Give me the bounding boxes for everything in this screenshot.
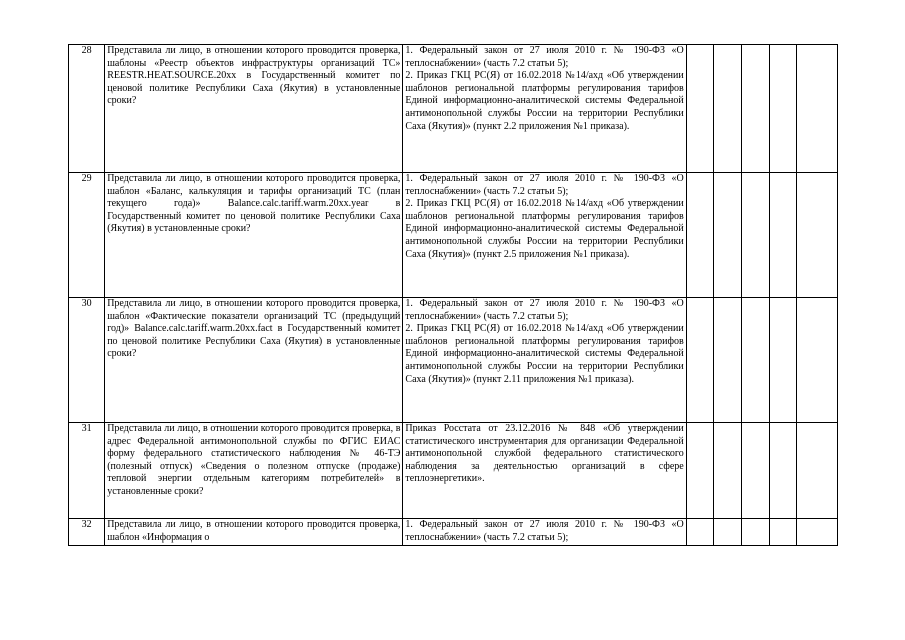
answer-extra-cell xyxy=(769,423,797,519)
legal-reference-cell xyxy=(403,519,686,546)
answer-yes-cell xyxy=(686,45,714,173)
notes-cell xyxy=(797,519,838,546)
legal-reference-cell xyxy=(403,45,686,173)
question-cell: Представила ли лицо, в отношении которого проводится проверка, в адрес Федеральной антимонопольной службы по ФГИС ЕИАС форму федерального статистического наблюдения № 46-ТЭ (полезный отпуск) «Сведения о полезном отпуске (продаже) тепловой энергии отдельным категориям потребителей» в установленные сроки? xyxy=(105,423,403,519)
answer-yes-cell xyxy=(686,423,714,519)
question-cell: Представила ли лицо, в отношении которого проводится проверка, шаблон «Фактические показатели организаций ТС (предыдущий год)» Balance.calc.tariff.warm.20xx.fact в Государственный комитет по ценовой политике Республики Саха (Якутия) в установленные сроки? xyxy=(105,298,403,423)
answer-extra-cell xyxy=(769,519,797,546)
legal-reference-line: 2. Приказ ГКЦ РС(Я) от 16.02.2018 №14/ахд «Об утверждении шаблонов региональной платформы регулирования тарифов Единой информационно-аналитической системы Федеральной антимонопольной службы России на территории Республики Саха (Якутия)» (пункт 2.5 приложения №1 приказа). xyxy=(405,198,684,260)
answer-na-cell xyxy=(742,45,770,173)
legal-reference-line: Приказ Росстата от 23.12.2016 № 848 «Об утверждении статистического инструментария для организации Федеральной антимонопольной службой федерального статистического наблюдения за деятельностью организаций в сфере теплоэнергетики». xyxy=(405,423,684,485)
answer-na-cell xyxy=(742,173,770,298)
table-row xyxy=(69,45,838,173)
row-number: 29 xyxy=(69,173,105,298)
table-row xyxy=(69,173,838,298)
row-number: 28 xyxy=(69,45,105,173)
legal-reference-line: 1. Федеральный закон от 27 июля 2010 г. № 190-ФЗ «О теплоснабжении» (часть 7.2 статьи 5); xyxy=(405,173,684,197)
legal-reference-line: 2. Приказ ГКЦ РС(Я) от 16.02.2018 №14/ахд «Об утверждении шаблонов региональной платформы регулирования тарифов Единой информационно-аналитической системы Федеральной антимонопольной службы России на территории Республики Саха (Якутия)» (пункт 2.2 приложения №1 приказа). xyxy=(405,70,684,132)
notes-cell xyxy=(797,45,838,173)
row-number: 32 xyxy=(69,519,105,546)
legal-reference-cell xyxy=(403,423,686,519)
answer-no-cell xyxy=(714,423,742,519)
legal-reference-cell xyxy=(403,298,686,423)
notes-cell xyxy=(797,423,838,519)
answer-extra-cell xyxy=(769,298,797,423)
answer-no-cell xyxy=(714,173,742,298)
answer-na-cell xyxy=(742,423,770,519)
inspection-checklist-table xyxy=(68,44,838,546)
question-text: Представила ли лицо, в отношении которого проводится проверка, шаблон «Информация о xyxy=(107,519,401,543)
row-number: 30 xyxy=(69,298,105,423)
answer-yes-cell xyxy=(686,298,714,423)
row-number: 31 xyxy=(69,423,105,519)
legal-reference-line: 1. Федеральный закон от 27 июля 2010 г. № 190-ФЗ «О теплоснабжении» (часть 7.2 статьи 5); xyxy=(405,45,684,69)
answer-extra-cell xyxy=(769,173,797,298)
question-cell: Представила ли лицо, в отношении которого проводится проверка, шаблоны «Реестр объектов инфраструктуры организаций ТС» REESTR.HEAT.SOURCE.20xx в Государственный комитет по ценовой политике Республики Саха (Якутия) в установленные сроки? xyxy=(105,45,403,173)
table-row xyxy=(69,519,838,546)
legal-reference-line: 1. Федеральный закон от 27 июля 2010 г. № 190-ФЗ «О теплоснабжении» (часть 7.2 статьи 5); xyxy=(405,519,684,543)
answer-na-cell xyxy=(742,298,770,423)
legal-reference-line: 1. Федеральный закон от 27 июля 2010 г. № 190-ФЗ «О теплоснабжении» (часть 7.2 статьи 5); xyxy=(405,298,684,322)
table-row xyxy=(69,423,838,519)
question-cell: Представила ли лицо, в отношении которого проводится проверка, шаблон «Баланс, калькуляция и тарифы организаций ТС (план текущего года)» Balance.calc.tariff.warm.20xx.year в Государственный комитет по ценовой политике Республики Саха (Якутия) в установленные сроки? xyxy=(105,173,403,298)
notes-cell xyxy=(797,298,838,423)
answer-no-cell xyxy=(714,298,742,423)
answer-extra-cell xyxy=(769,45,797,173)
table-row xyxy=(69,298,838,423)
answer-no-cell xyxy=(714,519,742,546)
answer-yes-cell xyxy=(686,519,714,546)
legal-reference-cell xyxy=(403,173,686,298)
question-cell xyxy=(105,519,403,546)
answer-yes-cell xyxy=(686,173,714,298)
answer-na-cell xyxy=(742,519,770,546)
notes-cell xyxy=(797,173,838,298)
legal-reference-line: 2. Приказ ГКЦ РС(Я) от 16.02.2018 №14/ахд «Об утверждении шаблонов региональной платформы регулирования тарифов Единой информационно-аналитической системы Федеральной антимонопольной службы России на территории Республики Саха (Якутия)» (пункт 2.11 приложения №1 приказа). xyxy=(405,323,684,385)
answer-no-cell xyxy=(714,45,742,173)
